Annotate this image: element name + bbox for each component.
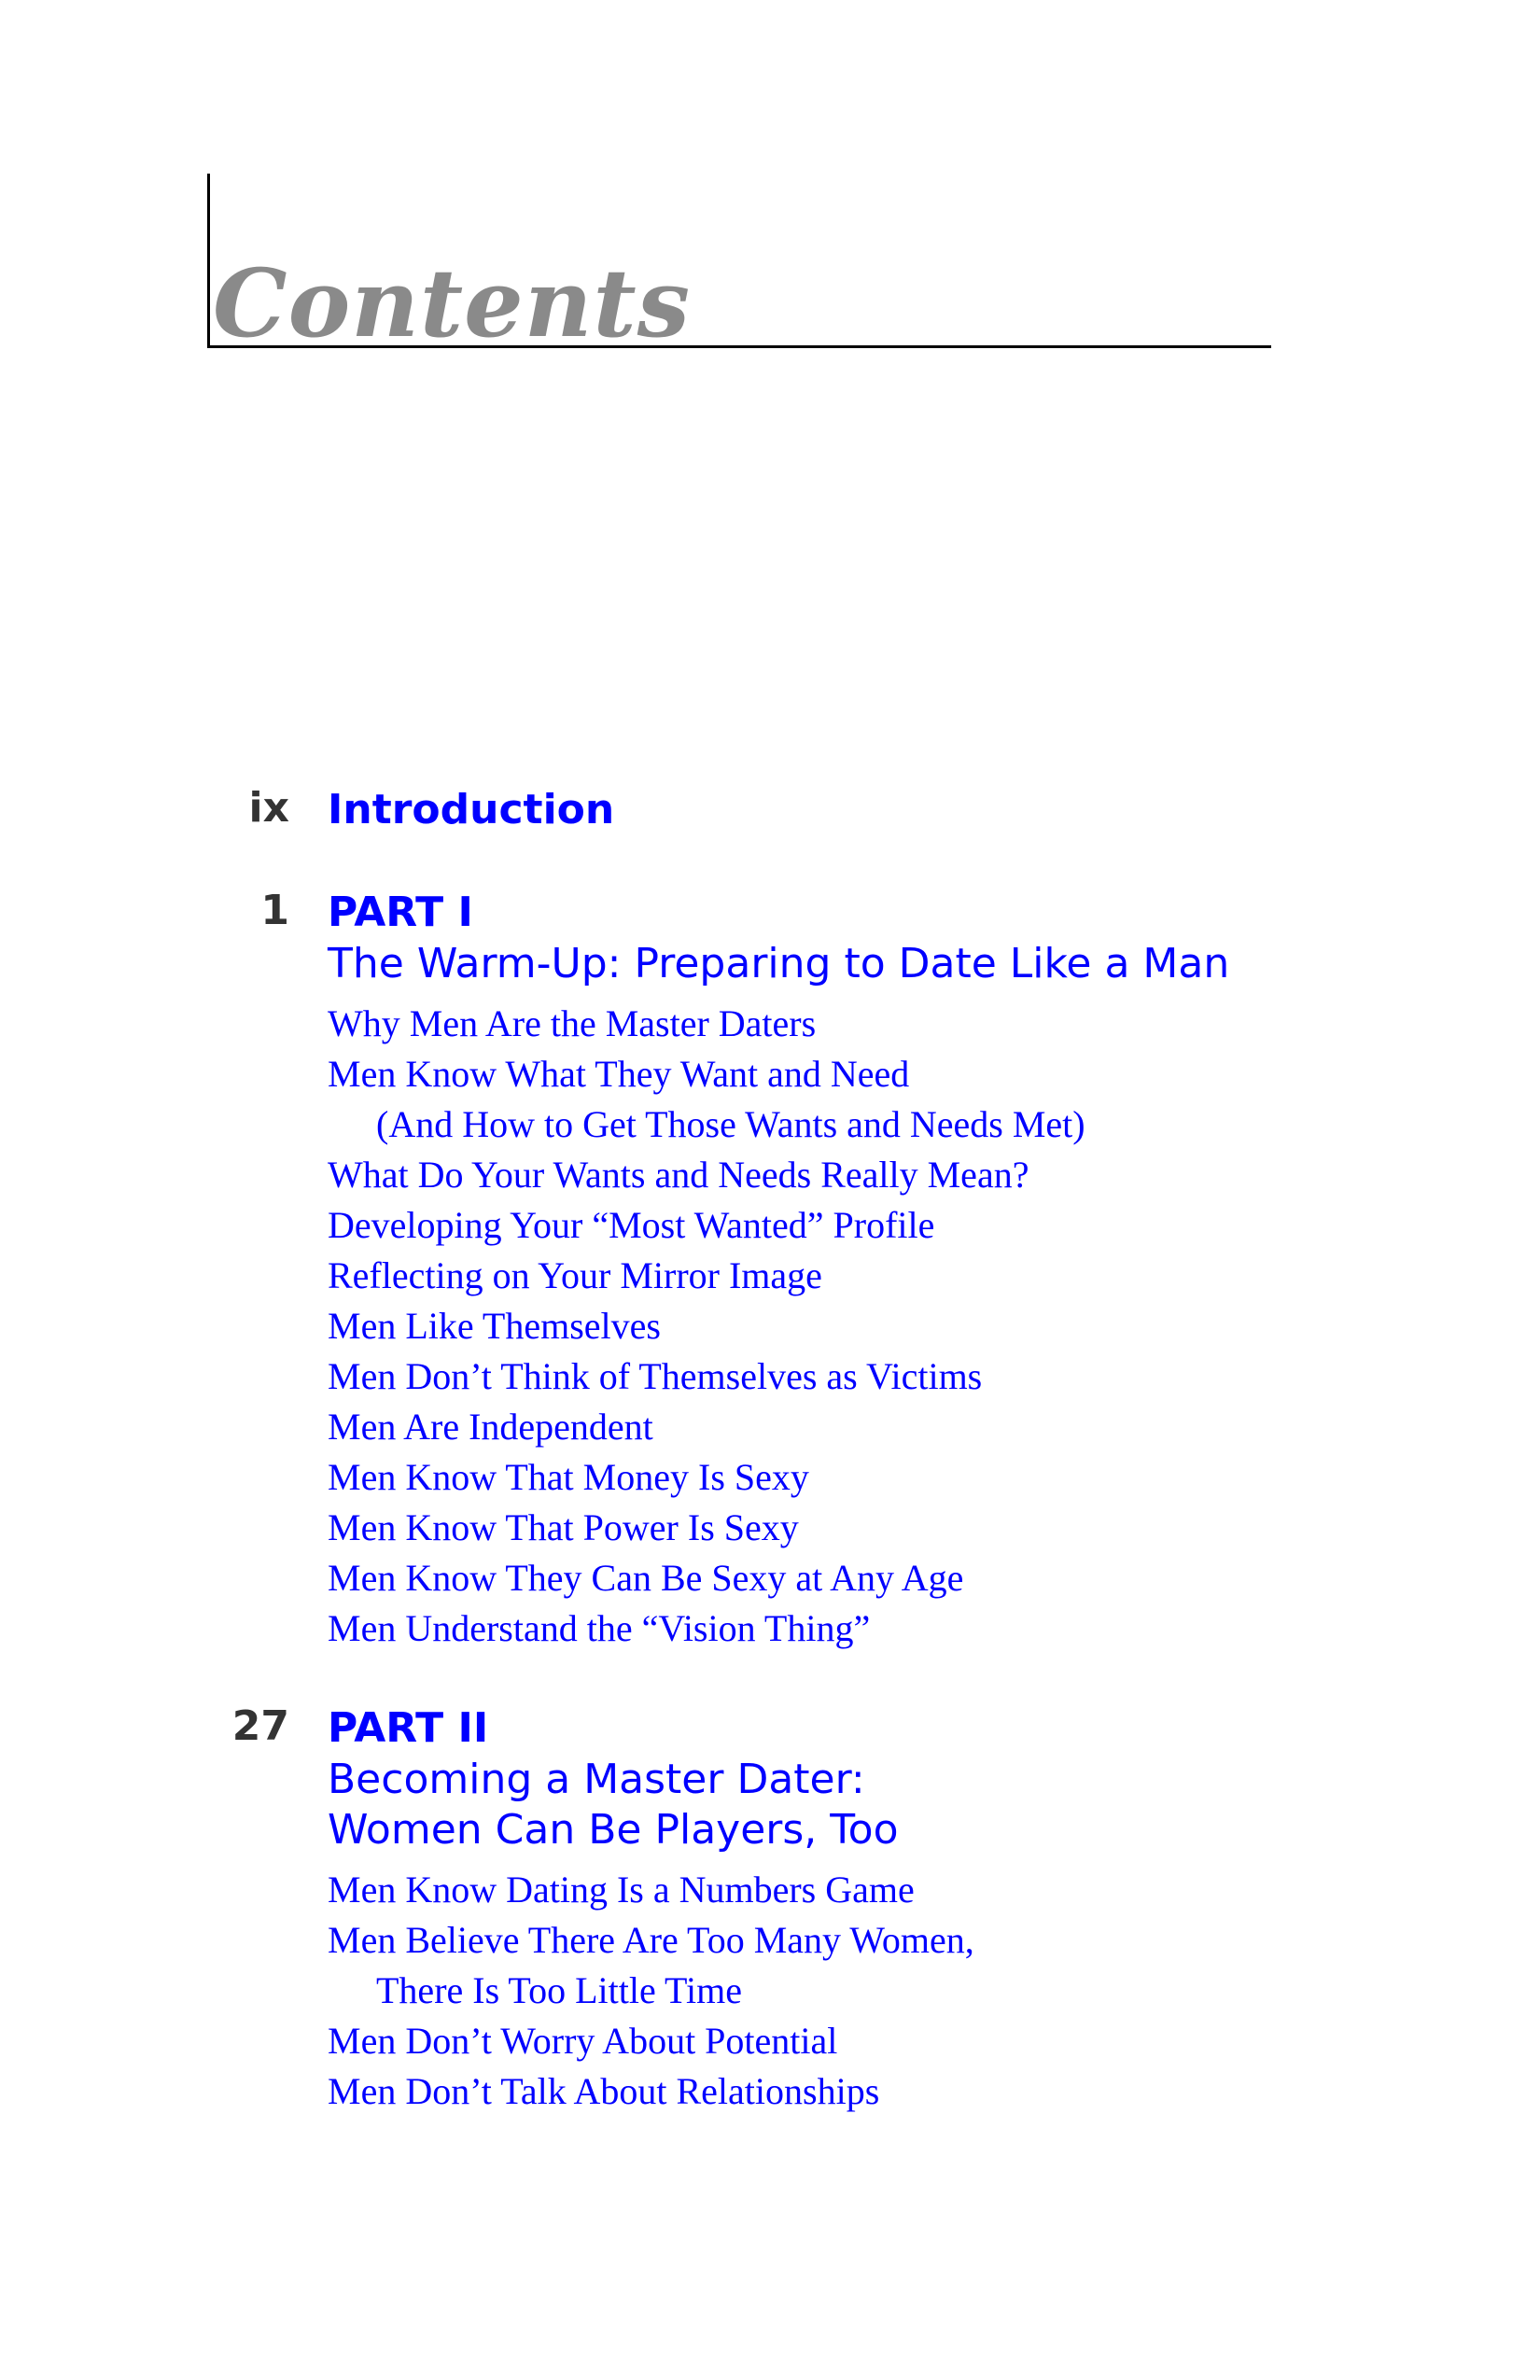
toc-entry[interactable]: Developing Your “Most Wanted” Profile bbox=[328, 1204, 935, 1246]
part-subtitle[interactable]: The Warm-Up: Preparing to Date Like a Man bbox=[328, 940, 1230, 987]
part-heading[interactable]: PART I bbox=[328, 889, 473, 936]
toc-entry[interactable]: Men Know Dating Is a Numbers Game bbox=[328, 1869, 915, 1911]
page-number: 27 bbox=[231, 1702, 289, 1750]
toc-entry[interactable]: Why Men Are the Master Daters bbox=[328, 1002, 817, 1044]
page-number: 1 bbox=[260, 887, 289, 934]
toc-entry[interactable]: Men Don’t Worry About Potential bbox=[328, 2020, 838, 2062]
toc-entry[interactable]: Men Know That Money Is Sexy bbox=[328, 1456, 809, 1498]
toc-entry[interactable]: Men Don’t Talk About Relationships bbox=[328, 2070, 880, 2112]
toc-entry[interactable]: What Do Your Wants and Needs Really Mean? bbox=[328, 1154, 1029, 1196]
toc-entry[interactable]: Men Believe There Are Too Many Women, There Is Too Little Time bbox=[328, 1919, 974, 2011]
toc-entry[interactable]: Men Don’t Think of Themselves as Victims bbox=[328, 1355, 983, 1397]
toc-entry[interactable]: Men Understand the “Vision Thing” bbox=[328, 1607, 871, 1649]
part-heading[interactable]: PART II bbox=[328, 1704, 489, 1752]
chapter-list bbox=[328, 1865, 1540, 2117]
page-title: Contents bbox=[213, 248, 692, 358]
toc-entry[interactable]: Reflecting on Your Mirror Image bbox=[328, 1254, 822, 1296]
toc-entry[interactable]: Men Are Independent bbox=[328, 1406, 653, 1448]
introduction-link[interactable]: Introduction bbox=[328, 786, 615, 833]
page-number: ix bbox=[248, 784, 289, 832]
toc-entry[interactable]: Men Like Themselves bbox=[328, 1305, 661, 1347]
toc-entry[interactable]: Men Know They Can Be Sexy at Any Age bbox=[328, 1557, 964, 1599]
toc-introduction bbox=[0, 784, 1540, 887]
toc-entry[interactable]: Men Know What They Want and Need (And How to Get Those Wants and Needs Met) bbox=[328, 1053, 1085, 1145]
toc-entry[interactable]: Men Know That Power Is Sexy bbox=[328, 1506, 799, 1548]
part-subtitle[interactable]: Women Can Be Players, Too bbox=[328, 1806, 899, 1854]
toc-part-2 bbox=[0, 1702, 1540, 2117]
table-of-contents bbox=[0, 784, 1540, 2117]
toc-part-1 bbox=[0, 887, 1540, 1654]
chapter-list bbox=[328, 999, 1540, 1654]
part-subtitle[interactable]: Becoming a Master Dater: bbox=[328, 1756, 865, 1803]
